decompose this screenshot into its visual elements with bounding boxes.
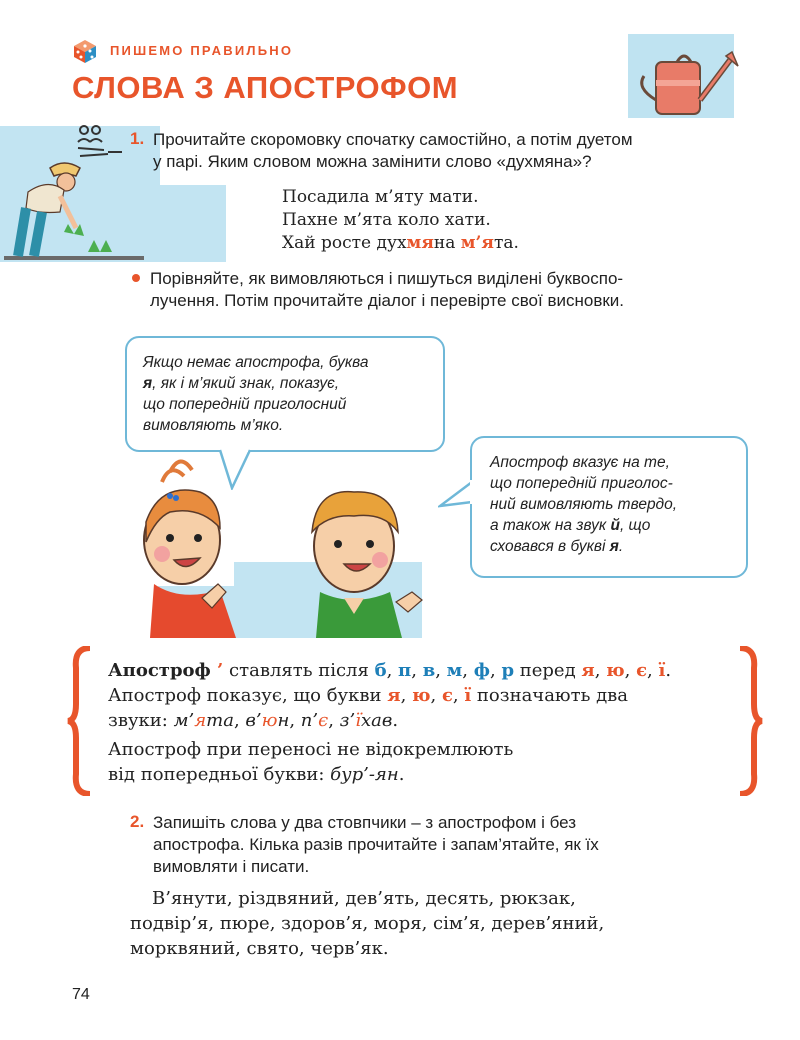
sky-background	[160, 185, 226, 262]
word-list-line: морквяний, свято, черв’як.	[130, 938, 389, 959]
rule-line: Апостроф при переносі не відокремлюють	[108, 739, 514, 760]
tongue-twister	[282, 186, 519, 255]
section-label: ПИШЕМО ПРАВИЛЬНО	[110, 43, 294, 58]
speech-bubble-right: Апостроф вказує на те, що попередній приголос- ний вимовляють твердо, а також на звук й, що сховався в букві я.	[470, 436, 748, 578]
task-text: Прочитайте скоромовку спочатку самостійно, а потім дуетом	[153, 130, 633, 149]
task-text: Запишіть слова у два стовпчики – з апострофом і без	[153, 813, 577, 832]
pair-reading-icon	[74, 124, 124, 164]
highlighted-letters: мя	[406, 233, 434, 253]
speech-bubble-left: Якщо немає апострофа, буква я, як і м’який знак, показує, що попередній приголосний вимовляють м’яко.	[125, 336, 445, 452]
poem-line: Хай росте духмяна м’ята.	[282, 233, 519, 253]
poem-line: Посадила м’яту мати.	[282, 187, 479, 207]
curly-brace-left	[66, 646, 94, 796]
curly-brace-right	[736, 646, 764, 796]
task-text: апострофа. Кілька разів прочитайте і запам’ятайте, як їх	[153, 835, 599, 854]
instruction-text: Порівняйте, як вимовляються і пишуться виділені буквоспо-	[150, 269, 624, 288]
kids-illustration	[140, 452, 440, 638]
word-list-line: В’янути, різдвяний, дев’ять, десять, рюкзак,	[152, 888, 576, 909]
page-number: 74	[72, 986, 90, 1003]
dice-icon	[72, 38, 98, 64]
task-number: 2.	[130, 812, 145, 831]
word-list-line: подвір’я, пюре, здоров’я, моря, сім’я, дерев’яний,	[130, 913, 605, 934]
rule-line: звуки: м’ята, в’юн, п’є, з’їхав.	[108, 710, 399, 731]
highlighted-letters: м’я	[460, 233, 494, 253]
task-text: вимовляти і писати.	[153, 857, 310, 876]
watering-can-icon	[634, 40, 744, 120]
page-title: СЛОВА З АПОСТРОФОМ	[72, 70, 459, 105]
rule-box	[108, 658, 728, 787]
bullet-icon	[132, 274, 140, 282]
task-text: у парі. Яким словом можна замінити слово «духмяна»?	[153, 152, 592, 171]
rule-line: Апостроф показує, що букви я, ю, є, ї позначають два	[108, 685, 629, 706]
word-list	[130, 886, 730, 961]
instruction-text: лучення. Потім прочитайте діалог і перевірте свої висновки.	[150, 291, 625, 310]
speech-bubble-tail	[438, 478, 474, 514]
rule-line: від попередньої букви: бур’-ян.	[108, 764, 405, 785]
task-number: 1.	[130, 129, 145, 148]
rule-line: Апостроф ’ ставлять після б, п, в, м, ф, р перед я, ю, є, ї.	[108, 660, 672, 681]
gardener-illustration	[4, 152, 144, 264]
poem-line: Пахне м’ята коло хати.	[282, 210, 491, 230]
